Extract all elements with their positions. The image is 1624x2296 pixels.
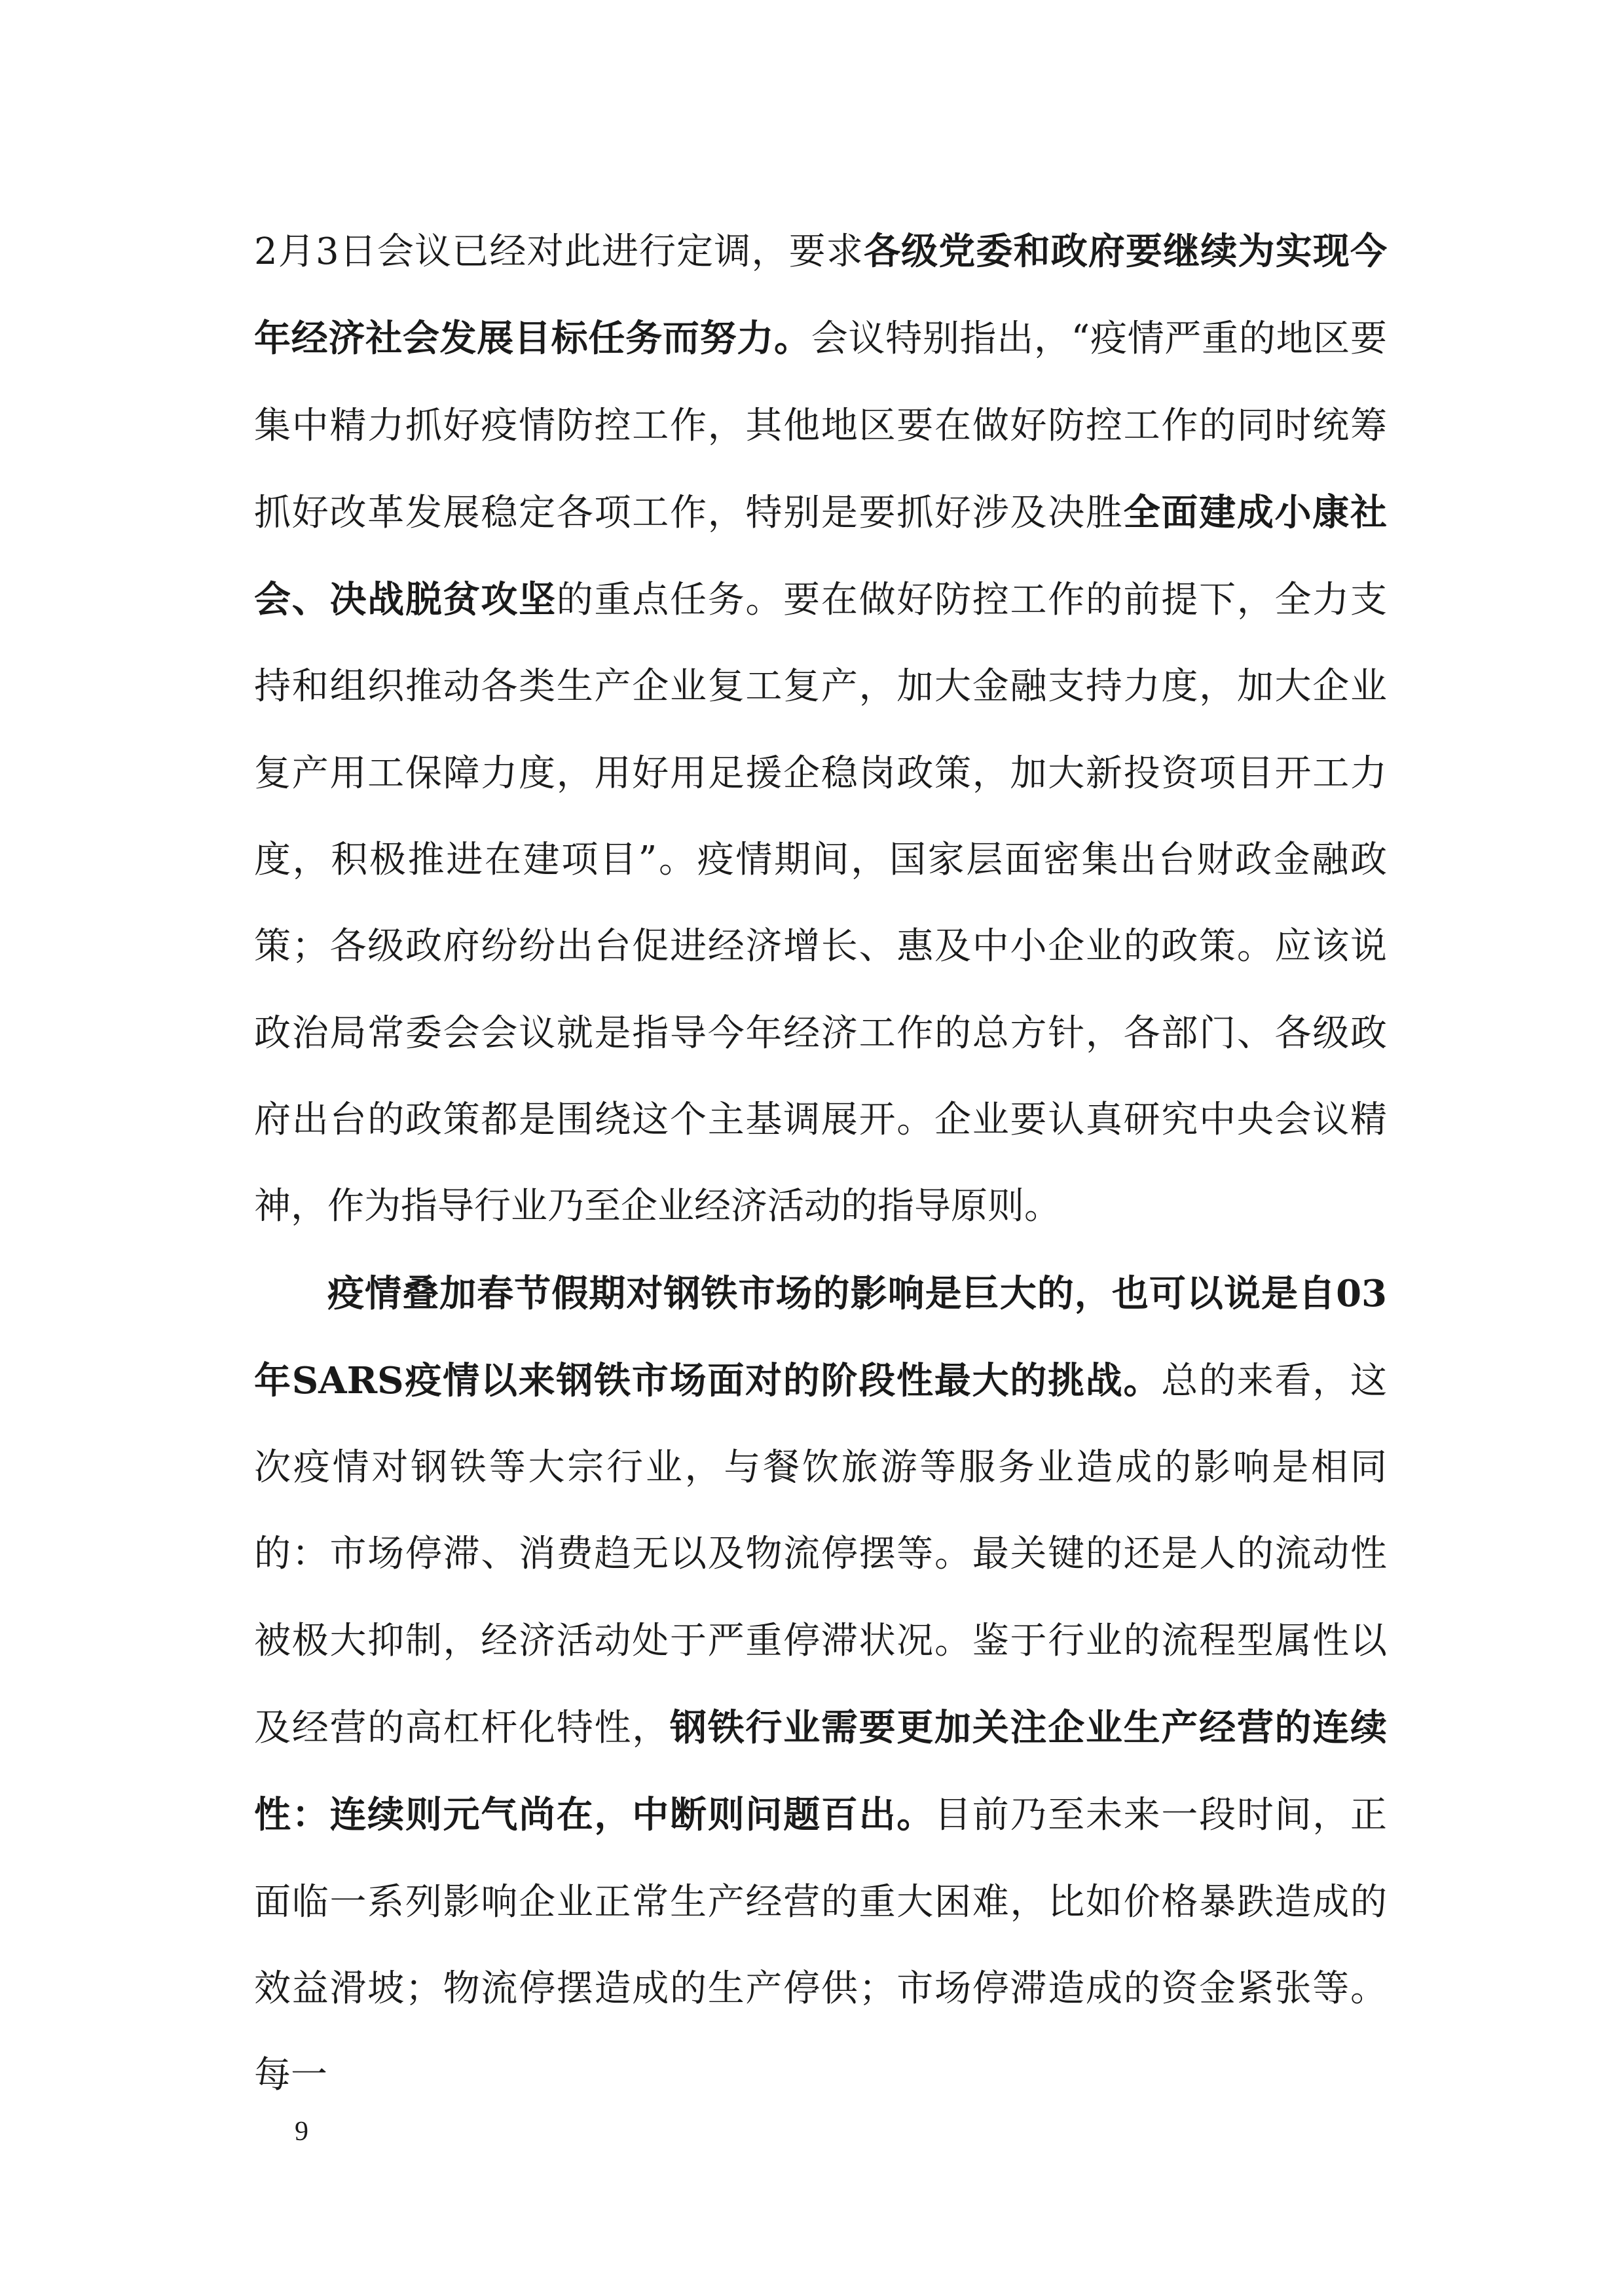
paragraph-1 xyxy=(254,208,1387,1250)
bold-text-run: 疫情叠加春节假期对钢铁市场的影响是巨大的，也可以说是自03年SARS疫情以来钢铁市场面对的阶段性最大的挑战。 xyxy=(254,1271,1387,1402)
bold-text-run: 全面建成小康社会、决战脱贫攻坚 xyxy=(254,490,1388,622)
text-run: 的重点任务。要在做好防控工作的前提下，全力支持和组织推动各类生产企业复工复产，加大金融支持力度，加大企业复产用工保障力度，用好用足援企稳岗政策，加大新投资项目开工力度，积极推进在建项目”。疫情期间，国家层面密集出台财政金融政策；各级政府纷纷出台促进经济增长、惠及中小企业的政策。应该说政治局常委会会议就是指导今年经济工作的总方针，各部门、各级政府出台的政策都是围绕这个主基调展开。企业要认真研究中央会议精神，作为指导行业乃至企业经济活动的指导原则。 xyxy=(254,579,1388,1228)
text-run: 总的来看，这次疫情对钢铁等大宗行业，与餐饮旅游等服务业造成的影响是相同的：市场停滞、消费趋无以及物流停摆等。最关键的还是人的流动性被极大抑制，经济活动处于严重停滞状况。鉴于行业的流程型属性以及经营的高杠杆化特性， xyxy=(254,1359,1388,1750)
text-run: 会议特别指出，“疫情严重的地区要集中精力抓好疫情防控工作，其他地区要在做好防控工作的同时统筹抓好改革发展稳定各项工作，特别是要抓好涉及决胜 xyxy=(254,318,1387,534)
text-run: 2月3日会议已经对此进行定调，要求 xyxy=(254,230,864,273)
bold-text-run: 钢铁行业需要更加关注企业生产经营的连续性：连续则元气尚在，中断则问题百出。 xyxy=(254,1706,1388,1837)
bold-text-run: 各级党委和政府要继续为实现今年经济社会发展目标任务而努力。 xyxy=(254,230,1388,361)
paragraph-2 xyxy=(254,1250,1387,2119)
text-run: 目前乃至未来一段时间，正面临一系列影响企业正常生产经营的重大困难，比如价格暴跌造成的效益滑坡；物流停摆造成的生产停供；市场停滞造成的资金紧张等。每一 xyxy=(254,1794,1388,2097)
page-number: 9 xyxy=(295,2117,308,2147)
body-text xyxy=(254,208,1387,2119)
